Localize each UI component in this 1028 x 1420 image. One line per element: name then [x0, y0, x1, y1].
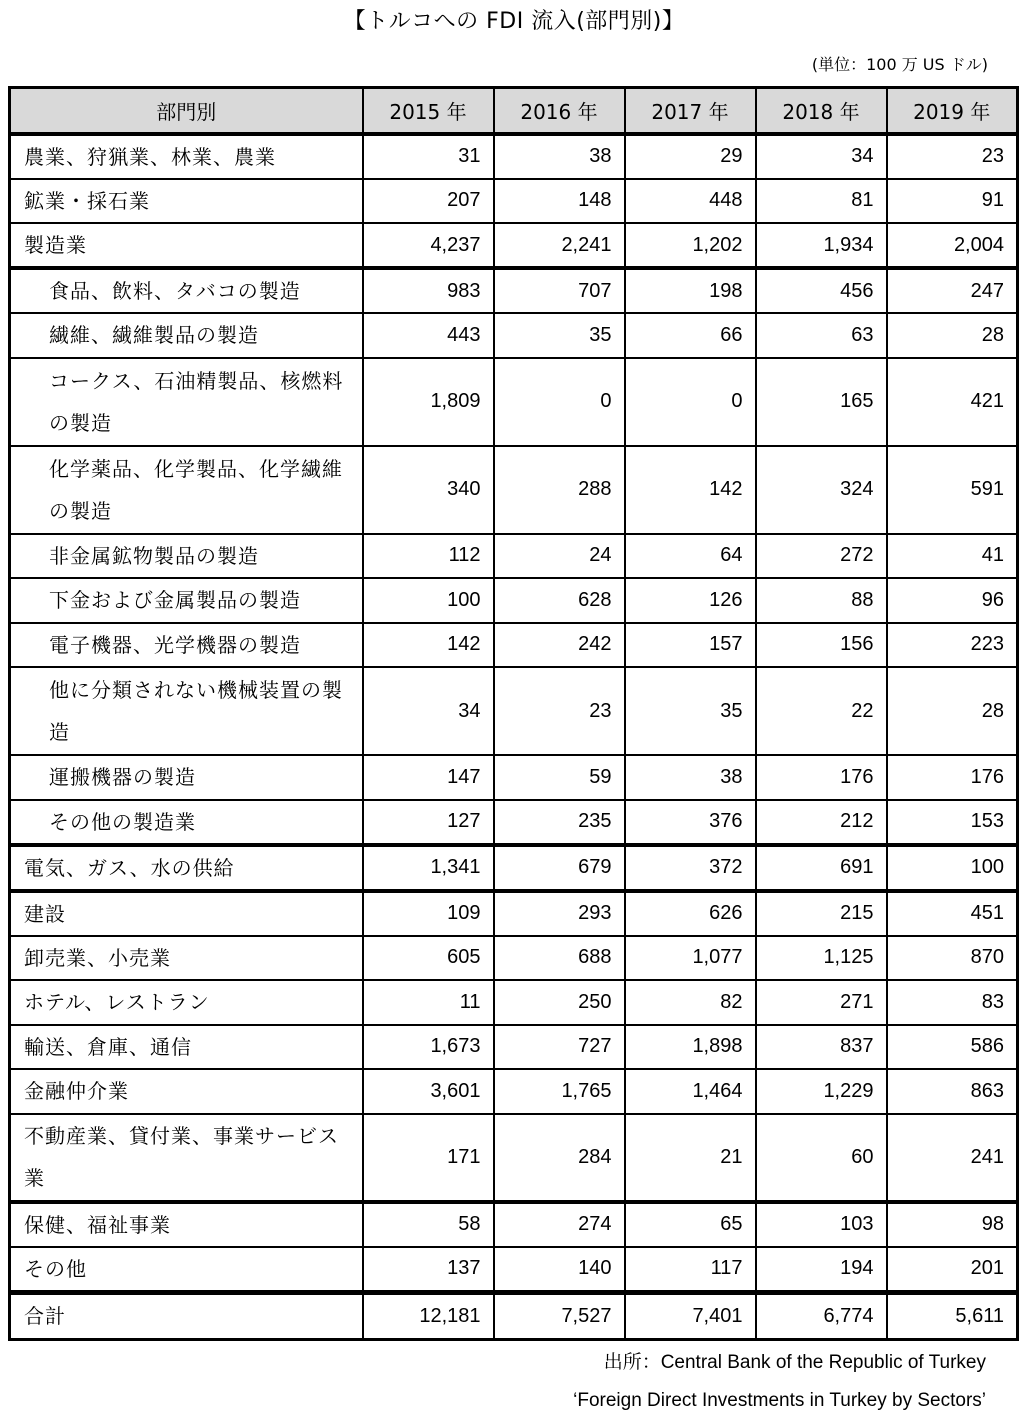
- cell-2019: 91: [887, 179, 1018, 224]
- row-label: 下金および金属製品の製造: [10, 578, 363, 623]
- row-label: 金融仲介業: [10, 1069, 363, 1114]
- cell-2016: 140: [494, 1247, 625, 1293]
- table-row: [10, 1069, 1018, 1114]
- table-row: [10, 268, 1018, 313]
- cell-2017: 1,898: [625, 1025, 756, 1070]
- cell-2015: 109: [363, 891, 494, 936]
- cell-2018: 212: [756, 800, 887, 845]
- table-row: [10, 534, 1018, 579]
- table-row: [10, 1114, 1018, 1202]
- row-label: 卸売業、小売業: [10, 936, 363, 981]
- row-label: 保健、福祉事業: [10, 1202, 363, 1247]
- table-row: [10, 800, 1018, 845]
- cell-2019: 201: [887, 1247, 1018, 1293]
- cell-2018: 176: [756, 755, 887, 800]
- header-row: [10, 88, 1018, 134]
- cell-2015: 605: [363, 936, 494, 981]
- table-row: [10, 1025, 1018, 1070]
- cell-2018: 60: [756, 1114, 887, 1202]
- cell-2018: 215: [756, 891, 887, 936]
- source-note: 出所：Central Bank of the Republic of Turkey: [603, 1352, 986, 1373]
- cell-2015: 443: [363, 313, 494, 358]
- table-row: [10, 891, 1018, 936]
- cell-2015: 58: [363, 1202, 494, 1247]
- row-label: ホテル、レストラン: [10, 980, 363, 1025]
- row-label: 運搬機器の製造: [10, 755, 363, 800]
- row-label: 不動産業、貸付業、事業サービス業: [10, 1114, 363, 1202]
- cell-2016: 0: [494, 358, 625, 446]
- total-row: [10, 1292, 1018, 1339]
- table-row: [10, 446, 1018, 534]
- cell-2015: 137: [363, 1247, 494, 1293]
- cell-2015: 340: [363, 446, 494, 534]
- cell-2016: 35: [494, 313, 625, 358]
- cell-2017: 0: [625, 358, 756, 446]
- source-title: ‘Foreign Direct Investments in Turkey by Sectors’: [573, 1390, 986, 1411]
- cell-2018: 1,229: [756, 1069, 887, 1114]
- row-label: 製造業: [10, 223, 363, 268]
- total-2015: 12,181: [363, 1292, 494, 1339]
- cell-2019: 83: [887, 980, 1018, 1025]
- cell-2019: 863: [887, 1069, 1018, 1114]
- row-label: 鉱業・採石業: [10, 179, 363, 224]
- cell-2018: 1,125: [756, 936, 887, 981]
- cell-2019: 28: [887, 313, 1018, 358]
- cell-2019: 23: [887, 134, 1018, 179]
- row-label: 輸送、倉庫、通信: [10, 1025, 363, 1070]
- cell-2015: 112: [363, 534, 494, 579]
- cell-2017: 372: [625, 845, 756, 891]
- cell-2017: 376: [625, 800, 756, 845]
- cell-2018: 1,934: [756, 223, 887, 268]
- cell-2015: 1,809: [363, 358, 494, 446]
- cell-2019: 153: [887, 800, 1018, 845]
- cell-2017: 65: [625, 1202, 756, 1247]
- cell-2018: 194: [756, 1247, 887, 1293]
- table-row: [10, 936, 1018, 981]
- cell-2016: 148: [494, 179, 625, 224]
- cell-2016: 679: [494, 845, 625, 891]
- table-row: [10, 667, 1018, 755]
- table-row: [10, 578, 1018, 623]
- row-label: 建設: [10, 891, 363, 936]
- cell-2018: 156: [756, 623, 887, 668]
- cell-2016: 284: [494, 1114, 625, 1202]
- cell-2016: 688: [494, 936, 625, 981]
- unit-note: (単位：100 万 US ドル): [811, 55, 988, 74]
- total-2019: 5,611: [887, 1292, 1018, 1339]
- table-row: [10, 980, 1018, 1025]
- row-label: 非金属鉱物製品の製造: [10, 534, 363, 579]
- table-row: [10, 179, 1018, 224]
- cell-2016: 727: [494, 1025, 625, 1070]
- cell-2018: 272: [756, 534, 887, 579]
- cell-2016: 235: [494, 800, 625, 845]
- cell-2016: 242: [494, 623, 625, 668]
- cell-2019: 28: [887, 667, 1018, 755]
- cell-2018: 165: [756, 358, 887, 446]
- document-title: 【トルコへの FDI 流入(部門別)】: [343, 9, 685, 34]
- cell-2016: 293: [494, 891, 625, 936]
- table-row: [10, 755, 1018, 800]
- cell-2018: 63: [756, 313, 887, 358]
- header-2017: 2017 年: [625, 88, 756, 134]
- cell-2017: 29: [625, 134, 756, 179]
- cell-2017: 448: [625, 179, 756, 224]
- cell-2018: 691: [756, 845, 887, 891]
- cell-2019: 451: [887, 891, 1018, 936]
- cell-2017: 35: [625, 667, 756, 755]
- row-label: 他に分類されない機械装置の製造: [10, 667, 363, 755]
- header-2019: 2019 年: [887, 88, 1018, 134]
- table-row: [10, 1202, 1018, 1247]
- header-2015: 2015 年: [363, 88, 494, 134]
- cell-2016: 38: [494, 134, 625, 179]
- cell-2018: 34: [756, 134, 887, 179]
- row-label: その他: [10, 1247, 363, 1293]
- cell-2015: 147: [363, 755, 494, 800]
- cell-2017: 126: [625, 578, 756, 623]
- cell-2019: 421: [887, 358, 1018, 446]
- cell-2017: 142: [625, 446, 756, 534]
- total-2016: 7,527: [494, 1292, 625, 1339]
- cell-2017: 66: [625, 313, 756, 358]
- cell-2016: 288: [494, 446, 625, 534]
- row-label: 食品、飲料、タバコの製造: [10, 268, 363, 313]
- cell-2017: 82: [625, 980, 756, 1025]
- cell-2015: 171: [363, 1114, 494, 1202]
- cell-2015: 34: [363, 667, 494, 755]
- cell-2016: 2,241: [494, 223, 625, 268]
- cell-2017: 198: [625, 268, 756, 313]
- cell-2016: 59: [494, 755, 625, 800]
- table-row: [10, 623, 1018, 668]
- cell-2018: 324: [756, 446, 887, 534]
- cell-2019: 2,004: [887, 223, 1018, 268]
- cell-2016: 23: [494, 667, 625, 755]
- row-label: 電子機器、光学機器の製造: [10, 623, 363, 668]
- cell-2016: 628: [494, 578, 625, 623]
- cell-2018: 271: [756, 980, 887, 1025]
- cell-2018: 22: [756, 667, 887, 755]
- total-2017: 7,401: [625, 1292, 756, 1339]
- cell-2018: 456: [756, 268, 887, 313]
- cell-2019: 247: [887, 268, 1018, 313]
- cell-2016: 250: [494, 980, 625, 1025]
- cell-2018: 103: [756, 1202, 887, 1247]
- cell-2015: 100: [363, 578, 494, 623]
- cell-2019: 591: [887, 446, 1018, 534]
- cell-2015: 31: [363, 134, 494, 179]
- table-row: [10, 223, 1018, 268]
- cell-2015: 983: [363, 268, 494, 313]
- table-row: [10, 313, 1018, 358]
- cell-2019: 98: [887, 1202, 1018, 1247]
- header-2016: 2016 年: [494, 88, 625, 134]
- cell-2017: 64: [625, 534, 756, 579]
- cell-2017: 1,464: [625, 1069, 756, 1114]
- cell-2019: 870: [887, 936, 1018, 981]
- cell-2015: 1,673: [363, 1025, 494, 1070]
- row-label: コークス、石油精製品、核燃料の製造: [10, 358, 363, 446]
- cell-2016: 707: [494, 268, 625, 313]
- cell-2017: 626: [625, 891, 756, 936]
- table-row: [10, 134, 1018, 179]
- cell-2019: 100: [887, 845, 1018, 891]
- table-row: [10, 845, 1018, 891]
- cell-2019: 241: [887, 1114, 1018, 1202]
- row-label: 農業、狩猟業、林業、農業: [10, 134, 363, 179]
- cell-2015: 207: [363, 179, 494, 224]
- total-label: 合計: [10, 1292, 363, 1339]
- cell-2016: 24: [494, 534, 625, 579]
- cell-2017: 117: [625, 1247, 756, 1293]
- cell-2017: 1,202: [625, 223, 756, 268]
- cell-2019: 96: [887, 578, 1018, 623]
- cell-2018: 81: [756, 179, 887, 224]
- header-2018: 2018 年: [756, 88, 887, 134]
- cell-2017: 1,077: [625, 936, 756, 981]
- table-row: [10, 1247, 1018, 1293]
- cell-2015: 127: [363, 800, 494, 845]
- cell-2015: 11: [363, 980, 494, 1025]
- cell-2016: 1,765: [494, 1069, 625, 1114]
- total-2018: 6,774: [756, 1292, 887, 1339]
- table-row: [10, 358, 1018, 446]
- fdi-table: [8, 86, 1019, 1341]
- cell-2015: 3,601: [363, 1069, 494, 1114]
- row-label: 繊維、繊維製品の製造: [10, 313, 363, 358]
- cell-2015: 1,341: [363, 845, 494, 891]
- cell-2019: 176: [887, 755, 1018, 800]
- cell-2018: 837: [756, 1025, 887, 1070]
- cell-2019: 41: [887, 534, 1018, 579]
- cell-2017: 38: [625, 755, 756, 800]
- cell-2015: 4,237: [363, 223, 494, 268]
- header-sector: 部門別: [10, 88, 363, 134]
- cell-2019: 223: [887, 623, 1018, 668]
- cell-2018: 88: [756, 578, 887, 623]
- cell-2019: 586: [887, 1025, 1018, 1070]
- row-label: 電気、ガス、水の供給: [10, 845, 363, 891]
- row-label: 化学薬品、化学製品、化学繊維の製造: [10, 446, 363, 534]
- row-label: その他の製造業: [10, 800, 363, 845]
- cell-2015: 142: [363, 623, 494, 668]
- cell-2016: 274: [494, 1202, 625, 1247]
- cell-2017: 21: [625, 1114, 756, 1202]
- cell-2017: 157: [625, 623, 756, 668]
